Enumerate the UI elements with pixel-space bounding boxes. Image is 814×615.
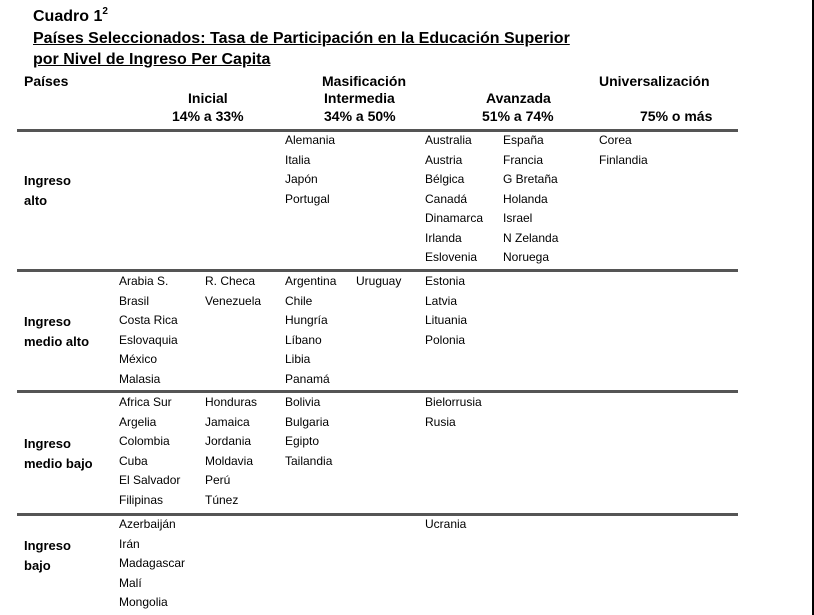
country-name: Honduras xyxy=(205,395,258,409)
cell-bajo-avanzada-a xyxy=(425,515,466,535)
country-name: Bielorrusia xyxy=(425,395,482,409)
row-label-ingreso-alto: Ingreso alto xyxy=(24,173,71,208)
country-name: Noruega xyxy=(503,250,550,264)
country-name: Estonia xyxy=(425,274,466,288)
country-name: R. Checa xyxy=(205,274,256,288)
footnote-marker: 2 xyxy=(102,6,108,17)
cell-medio-alto-intermedia-a xyxy=(285,272,336,389)
country-name: Argentina xyxy=(285,274,337,288)
header-avanzada-range: 51% a 74% xyxy=(482,108,554,124)
country-name: Tailandia xyxy=(285,453,333,468)
country-name: Corea xyxy=(599,133,632,147)
row-label-ingreso-bajo: Ingreso bajo xyxy=(24,538,71,573)
cell-bajo-inicial-a xyxy=(119,515,185,613)
country-name: Costa Rica xyxy=(119,313,178,327)
country-name: Panamá xyxy=(285,371,330,386)
country-name: España xyxy=(503,133,544,147)
country-name: N Zelanda xyxy=(503,230,559,245)
country-name: Eslovenia xyxy=(425,250,478,264)
country-name: Cuba xyxy=(119,453,148,468)
country-name: Eslovaquia xyxy=(119,332,178,347)
country-name: Egipto xyxy=(285,434,320,448)
country-name: Africa Sur xyxy=(119,395,172,409)
country-name: Portugal xyxy=(285,191,330,206)
country-name: Latvia xyxy=(425,293,458,308)
country-name: Irlanda xyxy=(425,230,462,245)
cell-alto-avanzada-b xyxy=(503,131,558,268)
country-name: El Salvador xyxy=(119,473,181,487)
country-name: Holanda xyxy=(503,191,548,206)
header-countries: Países xyxy=(24,73,69,89)
country-name: Arabia S. xyxy=(119,274,169,288)
country-name: Japón xyxy=(285,172,318,186)
country-name: Brasil xyxy=(119,293,150,308)
header-intermedia-range: 34% a 50% xyxy=(324,108,396,124)
country-name: Israel xyxy=(503,211,533,225)
cell-medio-alto-avanzada-a xyxy=(425,272,467,350)
country-name: Argelia xyxy=(119,414,157,429)
header-inicial: Inicial xyxy=(188,90,228,106)
table-title-line2: por Nivel de Ingreso Per Capita xyxy=(33,51,271,68)
country-name: Jamaica xyxy=(205,414,250,429)
country-name: Alemania xyxy=(285,133,336,147)
country-name: Uruguay xyxy=(356,274,402,288)
country-name: Bulgaria xyxy=(285,414,330,429)
country-name: Irán xyxy=(119,536,140,551)
country-name: Bélgica xyxy=(425,172,465,186)
country-name: Líbano xyxy=(285,332,322,347)
country-name: Austria xyxy=(425,152,463,167)
country-name: Finlandia xyxy=(599,152,648,167)
cell-alto-avanzada-a xyxy=(425,131,483,268)
country-name: Polonia xyxy=(425,332,466,347)
country-name: Australia xyxy=(425,133,472,147)
header-universalizacion-range: 75% o más xyxy=(640,108,713,124)
cell-medio-bajo-inicial-a xyxy=(119,393,180,510)
country-name: Lituania xyxy=(425,313,468,327)
country-name: Túnez xyxy=(205,492,239,507)
country-name: Malasia xyxy=(119,371,161,386)
country-name: Canadá xyxy=(425,191,468,206)
row-label-ingreso-medio-alto: Ingreso medio alto xyxy=(24,314,90,349)
header-avanzada: Avanzada xyxy=(486,90,551,106)
country-name: Moldavia xyxy=(205,453,254,468)
table-number: Cuadro $1^2$ xyxy=(33,6,108,25)
header-intermedia: Intermedia xyxy=(324,90,395,106)
cell-medio-alto-inicial-b xyxy=(205,272,261,311)
header-inicial-range: 14% a 33% xyxy=(172,108,244,124)
country-name: Francia xyxy=(503,152,544,167)
country-name: Italia xyxy=(285,152,311,167)
cell-alto-intermedia xyxy=(285,131,335,209)
cell-medio-bajo-inicial-b xyxy=(205,393,257,510)
country-name: G Bretaña xyxy=(503,172,558,186)
country-name: México xyxy=(119,352,158,366)
cell-medio-alto-intermedia-b xyxy=(356,272,401,292)
cell-medio-bajo-avanzada-a xyxy=(425,393,482,432)
country-name: Perú xyxy=(205,473,231,487)
country-name: Mongolia xyxy=(119,595,168,609)
country-name: Bolivia xyxy=(285,395,321,409)
country-name: Malí xyxy=(119,575,142,590)
header-masificacion: Masificación xyxy=(322,73,407,89)
cell-alto-universal xyxy=(599,131,648,170)
country-name: Libia xyxy=(285,352,311,366)
cell-medio-alto-inicial-a xyxy=(119,272,178,389)
row-label-ingreso-medio-bajo: Ingreso medio bajo xyxy=(24,436,93,471)
country-name: Azerbaiján xyxy=(119,517,176,531)
country-name: Jordania xyxy=(205,434,252,448)
country-name: Madagascar xyxy=(119,556,186,570)
country-name: Ucrania xyxy=(425,517,467,531)
country-name: Dinamarca xyxy=(425,211,484,225)
header-universalizacion: Universalización xyxy=(599,73,710,89)
table-title-line1: Países Seleccionados: Tasa de Participación en la Educación Superior xyxy=(33,30,570,47)
country-name: Rusia xyxy=(425,414,456,429)
cell-medio-bajo-intermedia-a xyxy=(285,393,332,471)
country-name: Colombia xyxy=(119,434,170,448)
country-name: Chile xyxy=(285,293,313,308)
country-name: Venezuela xyxy=(205,293,262,308)
country-name: Hungría xyxy=(285,313,328,327)
country-name: Filipinas xyxy=(119,492,164,507)
